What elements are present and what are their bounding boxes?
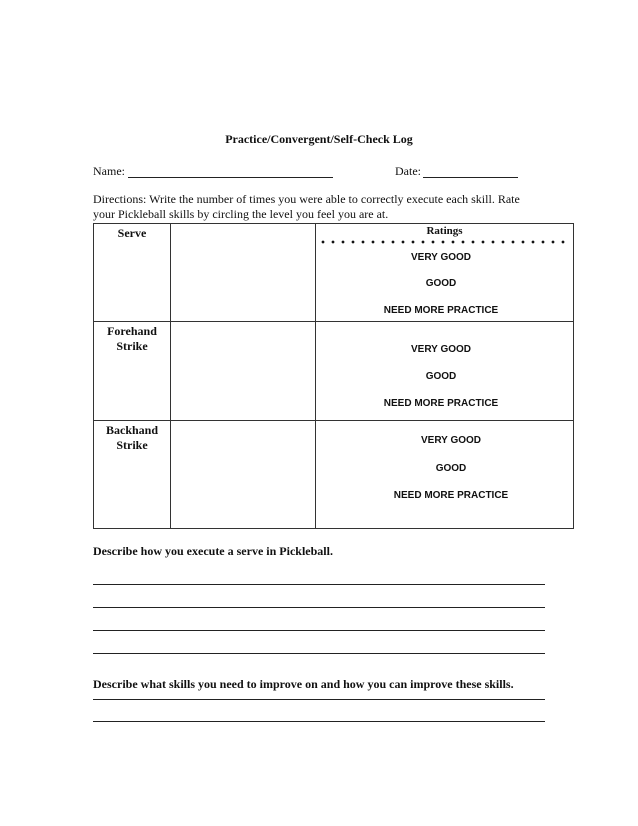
skill-cell xyxy=(94,322,171,421)
skill-label: Serve xyxy=(117,226,147,240)
skill-label-line-2: Strike xyxy=(116,438,148,452)
answer-line[interactable] xyxy=(93,699,545,700)
rating-very-good[interactable]: VERY GOOD xyxy=(410,344,471,355)
skill-cell xyxy=(94,224,171,322)
ratings-cell xyxy=(316,421,574,529)
answer-line[interactable] xyxy=(93,584,545,585)
skill-label xyxy=(94,322,170,354)
skill-cell xyxy=(94,421,171,529)
name-blank[interactable] xyxy=(128,177,333,178)
skill-label xyxy=(94,421,170,453)
answer-line[interactable] xyxy=(93,630,545,631)
rating-very-good[interactable]: VERY GOOD xyxy=(420,435,481,446)
count-cell[interactable] xyxy=(171,224,316,322)
table-row-backhand xyxy=(94,421,574,529)
date-blank[interactable] xyxy=(423,177,518,178)
question-improve: Describe what skills you need to improve on and how you can improve these skills. xyxy=(93,677,514,691)
skill-label-line-2: Strike xyxy=(116,339,148,353)
name-label: Name: xyxy=(93,164,125,178)
page-title: Practice/Convergent/Self-Check Log xyxy=(225,132,413,146)
count-cell[interactable] xyxy=(171,421,316,529)
table-row-serve xyxy=(94,224,574,322)
table-row-forehand xyxy=(94,322,574,421)
skill-label-line-1: Forehand xyxy=(107,324,157,338)
rating-good[interactable]: GOOD xyxy=(425,278,457,289)
ratings-cell xyxy=(316,224,574,322)
ratings-cell xyxy=(316,322,574,421)
count-cell[interactable] xyxy=(171,322,316,421)
skill-label-line-1: Backhand xyxy=(105,423,159,437)
answer-line[interactable] xyxy=(93,721,545,722)
date-label: Date: xyxy=(395,164,421,178)
rating-need-more-practice[interactable]: NEED MORE PRACTICE xyxy=(393,490,509,501)
dotted-separator xyxy=(318,239,571,245)
rating-good[interactable]: GOOD xyxy=(425,371,457,382)
directions-line-1: Directions: Write the number of times you were able to correctly execute each skill. Rate xyxy=(93,192,520,206)
self-check-table xyxy=(93,223,574,529)
answer-line[interactable] xyxy=(93,607,545,608)
rating-very-good[interactable]: VERY GOOD xyxy=(410,252,471,263)
rating-need-more-practice[interactable]: NEED MORE PRACTICE xyxy=(383,305,499,316)
rating-good[interactable]: GOOD xyxy=(435,463,467,474)
ratings-header: Ratings xyxy=(426,225,463,237)
rating-need-more-practice[interactable]: NEED MORE PRACTICE xyxy=(383,398,499,409)
question-serve: Describe how you execute a serve in Pickleball. xyxy=(93,544,333,558)
directions-line-2: your Pickleball skills by circling the level you feel you are at. xyxy=(93,207,389,221)
answer-line[interactable] xyxy=(93,653,545,654)
